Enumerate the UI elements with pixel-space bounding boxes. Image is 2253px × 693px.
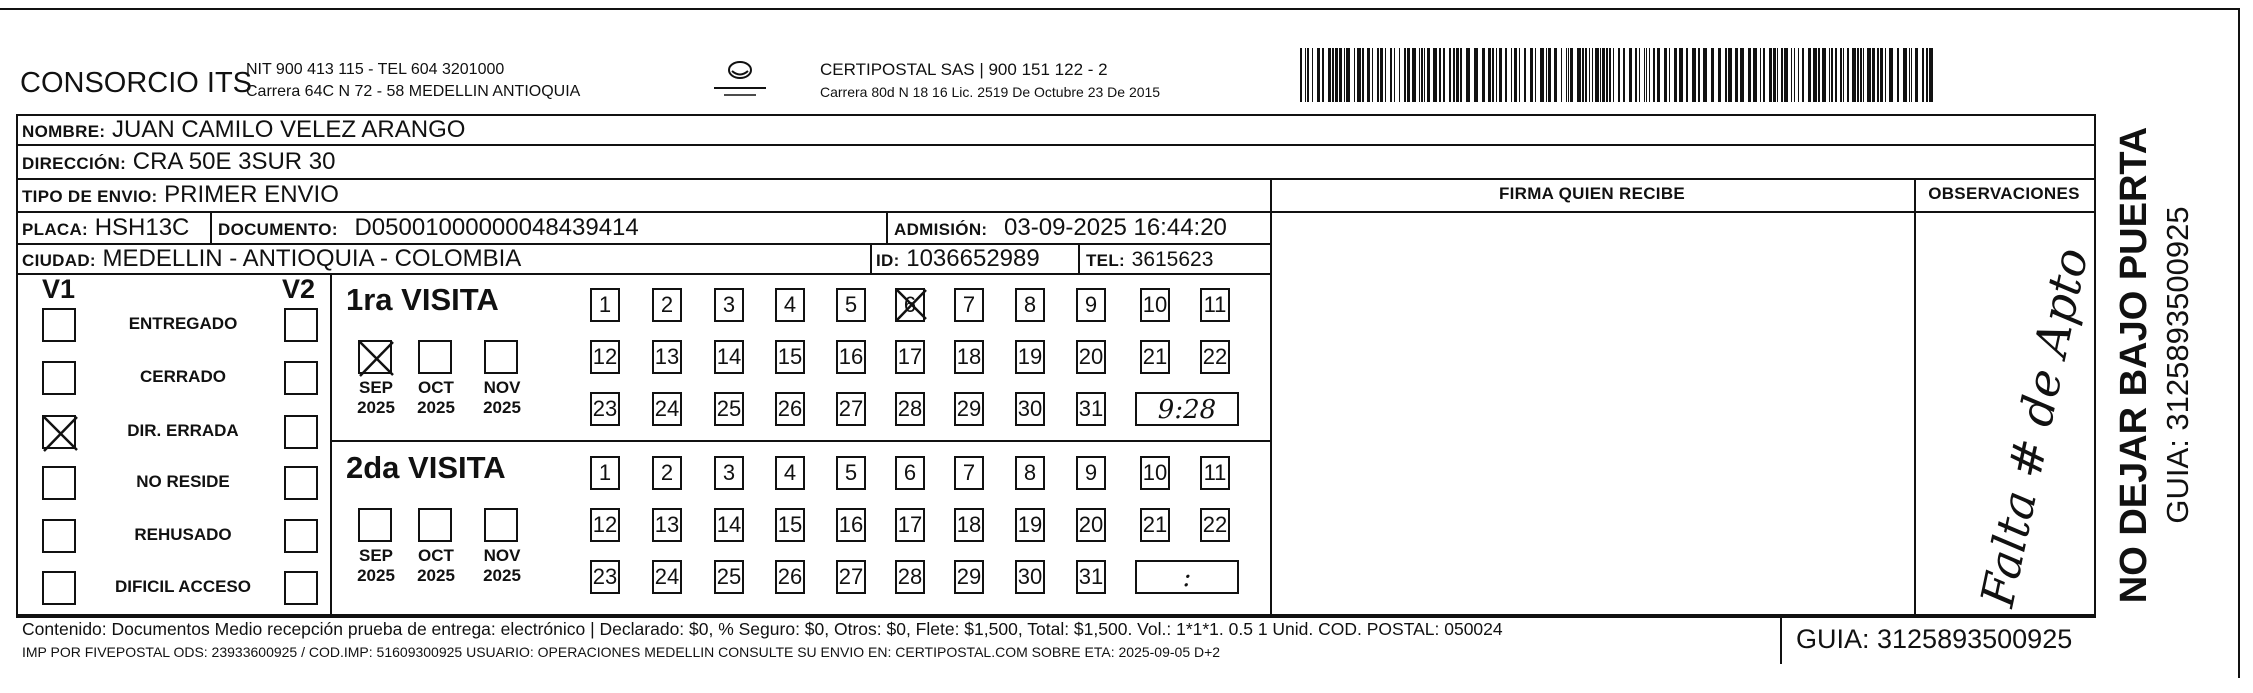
day-box[interactable]: 2 [652,288,682,322]
status-label: DIR. ERRADA [127,421,239,440]
time-box[interactable] [1135,560,1239,594]
day-box[interactable]: 23 [590,392,620,426]
day-box[interactable]: 18 [954,340,984,374]
sep-status [330,273,332,614]
day-box[interactable]: 17 [895,508,925,542]
send-type: PRIMER ENVIO [164,181,339,208]
admission-value: 03-09-2025 16:44:20 [1004,214,1227,241]
day-box[interactable]: 29 [954,392,984,426]
recipient-address: CRA 50E 3SUR 30 [132,148,336,175]
id-row [876,245,1040,273]
day-box[interactable]: 10 [1140,288,1170,322]
status-label: REHUSADO [134,525,232,544]
city-label: CIUDAD: [22,251,96,270]
day-box[interactable]: 28 [895,392,925,426]
side-notice [2098,120,2238,614]
svg-text:NO DEJAR BAJO PUERTA [2113,127,2155,603]
svg-text:GUIA: 3125893500925 [2160,206,2195,523]
day-box[interactable]: 4 [775,288,805,322]
visit1-title: 1ra VISITA [346,282,499,317]
visit-time: : [1182,563,1192,593]
day-box[interactable]: 13 [652,340,682,374]
v2-checkbox[interactable] [284,519,318,553]
day-box[interactable]: 30 [1015,560,1045,594]
document-row [218,214,639,242]
month-year: 2025 [483,398,521,417]
sep-tel [1078,243,1080,273]
month-label: OCT [418,546,454,565]
day-box[interactable]: 22 [1200,508,1230,542]
day-box[interactable]: 12 [590,508,620,542]
day-box[interactable]: 31 [1076,560,1106,594]
day-box[interactable]: 28 [895,560,925,594]
month-label: OCT [418,378,454,397]
month-checkbox[interactable] [418,340,452,374]
footer-guide-sep [1780,614,1782,664]
month-label: NOV [483,546,521,565]
tel-label: TEL: [1086,251,1125,270]
company-address: Carrera 64C N 72 - 58 MEDELLIN ANTIOQUIA [246,83,581,100]
v1-checkbox[interactable] [42,466,76,500]
frame-right [2094,114,2096,617]
day-number: 6 [903,292,917,317]
day-box[interactable]: 7 [954,288,984,322]
side-guide-text: GUIA: 3125893500925 [2160,206,2195,524]
time-box[interactable] [1135,392,1239,426]
day-box[interactable]: 21 [1140,508,1170,542]
day-box[interactable]: 23 [590,560,620,594]
footer-contents: Contenido: Documentos Medio recepción prueba de entrega: electrónico | Declarado: $0, % Seguro: $0, Otros: $0, Flete: $1,500, Total: $1,500. Vol.: 1*1*1. 0.5 1 Unid. COD. POSTAL: 050024 [22,619,1503,639]
name-row [22,116,465,144]
day-box[interactable]: 5 [836,288,866,322]
barcode [1300,48,1940,102]
line-sig-head [1270,211,2094,213]
day-box[interactable]: 24 [652,392,682,426]
signature-header: FIRMA QUIEN RECIBE [1498,184,1686,203]
day-box[interactable]: 19 [1015,340,1045,374]
v1-checkbox[interactable] [42,519,76,553]
tel-row [1086,245,1213,273]
line-row2 [16,178,2094,180]
tel-value: 3615623 [1131,248,1214,271]
sep-id [870,243,872,273]
status-label: ENTREGADO [128,314,238,333]
courier-name: CERTIPOSTAL SAS | 900 151 122 - 2 [820,60,1108,79]
sep-plate [210,211,212,243]
v2-checkbox[interactable] [284,466,318,500]
plate-value: HSH13C [94,214,190,241]
day-box[interactable]: 27 [836,392,866,426]
month-year: 2025 [357,566,395,585]
day-box[interactable]: 30 [1015,392,1045,426]
v1-checkbox[interactable] [42,415,76,449]
month-checkbox[interactable] [358,340,392,374]
day-box[interactable]: 1 [590,288,620,322]
top-border [0,8,2240,10]
name-label: NOMBRE: [22,122,106,141]
day-box[interactable]: 24 [652,560,682,594]
status-label: DIFICIL ACCESO [114,577,251,596]
day-box[interactable]: 9 [1076,288,1106,322]
address-row [22,148,336,176]
day-box[interactable]: 25 [714,392,744,426]
day-box[interactable]: 22 [1200,340,1230,374]
certipostal-logo [708,58,772,102]
day-box[interactable]: 9 [1076,456,1106,490]
month-year: 2025 [357,398,395,417]
day-box[interactable]: 5 [836,456,866,490]
company-nit: NIT 900 413 115 - TEL 604 3201000 [246,61,505,78]
v2-checkbox[interactable] [284,571,318,605]
courier-address: Carrera 80d N 18 16 Lic. 2519 De Octubre 23 De 2015 [820,84,1161,100]
day-box[interactable]: 29 [954,560,984,594]
document-value: D05001000000048439414 [354,214,639,241]
month-label: SEP [358,378,394,397]
address-label: DIRECCIÓN: [22,154,127,173]
observations-header: OBSERVACIONES [1928,184,2080,203]
month-checkbox[interactable] [358,508,392,542]
footer-guide: GUIA: 3125893500925 [1796,624,2073,654]
visit2-title: 2da VISITA [346,450,506,485]
day-box[interactable]: 16 [836,508,866,542]
month-year: 2025 [417,398,455,417]
day-box[interactable]: 3 [714,288,744,322]
plate-row [22,214,189,242]
line-row1 [16,144,2094,146]
sep-observ [1914,178,1916,614]
no-dejar-text: NO DEJAR BAJO PUERTA [2113,126,2155,604]
day-box[interactable] [895,288,925,322]
x-mark-icon [41,414,79,452]
day-box[interactable]: 26 [775,560,805,594]
day-box[interactable]: 20 [1076,508,1106,542]
city-value: MEDELLIN - ANTIOQUIA - COLOMBIA [102,245,522,272]
day-box[interactable]: 14 [714,340,744,374]
day-box[interactable]: 1 [590,456,620,490]
day-box[interactable]: 13 [652,508,682,542]
day-box[interactable]: 16 [836,340,866,374]
v2-label: V2 [282,274,316,304]
day-box[interactable]: 27 [836,560,866,594]
day-box[interactable]: 3 [714,456,744,490]
x-mark-icon [357,339,395,377]
v1-checkbox[interactable] [42,308,76,342]
day-box[interactable]: 8 [1015,456,1045,490]
status-label: NO RESIDE [136,472,230,491]
month-checkbox[interactable] [484,340,518,374]
month-checkbox[interactable] [484,508,518,542]
sep-left-right [1270,178,1272,614]
day-box[interactable]: 31 [1076,392,1106,426]
month-checkbox[interactable] [418,508,452,542]
v2-checkbox[interactable] [284,308,318,342]
id-value: 1036652989 [906,245,1040,272]
line-footer [16,614,2094,616]
day-box[interactable]: 18 [954,508,984,542]
visit-time: 9:28 [1157,395,1217,425]
handwritten-note: Falta # de Apto [1969,243,2092,612]
sep-admission [886,211,888,243]
day-box[interactable]: 7 [954,456,984,490]
status-label: CERRADO [140,367,226,386]
v2-checkbox[interactable] [284,415,318,449]
company-name: CONSORCIO ITS [20,67,253,99]
recipient-name: JUAN CAMILO VELEZ ARANGO [112,116,466,143]
day-box[interactable]: 20 [1076,340,1106,374]
city-row [22,245,521,273]
admission-row [894,214,1227,242]
svg-text:Falta # de Apto [1970,243,2092,612]
day-box[interactable]: 19 [1015,508,1045,542]
send-type-label: TIPO DE ENVIO: [22,187,158,206]
right-border [2238,8,2240,678]
v1-label: V1 [42,274,76,304]
v1-checkbox[interactable] [42,361,76,395]
day-box[interactable]: 15 [775,508,805,542]
day-box[interactable]: 4 [775,456,805,490]
month-year: 2025 [483,566,521,585]
month-year: 2025 [417,566,455,585]
handwritten-observation [1920,214,2092,612]
plate-label: PLACA: [22,220,89,239]
day-box[interactable]: 11 [1200,456,1230,490]
day-box[interactable]: 10 [1140,456,1170,490]
document-label: DOCUMENTO: [218,220,338,239]
month-label: SEP [358,546,394,565]
day-box[interactable]: 15 [775,340,805,374]
v1-checkbox[interactable] [42,571,76,605]
v2-checkbox[interactable] [284,361,318,395]
line-row5 [16,273,1270,275]
day-box[interactable]: 8 [1015,288,1045,322]
day-box[interactable]: 6 [895,456,925,490]
footer-printed: IMP POR FIVEPOSTAL ODS: 23933600925 / COD.IMP: 51609300925 USUARIO: OPERACIONES MEDELLIN CONSULTE SU ENVIO EN: CERTIPOSTAL.COM SOBRE ETA: 2025-09-05 D+2 [22,644,1221,660]
month-label: NOV [483,378,521,397]
day-box[interactable]: 11 [1200,288,1230,322]
send-type-row [22,181,339,209]
id-label: ID: [876,251,900,270]
day-box[interactable]: 12 [590,340,620,374]
day-box[interactable]: 25 [714,560,744,594]
day-box[interactable]: 26 [775,392,805,426]
day-box[interactable]: 14 [714,508,744,542]
admission-label: ADMISIÓN: [894,220,988,239]
day-box[interactable]: 21 [1140,340,1170,374]
line-visit-split [330,440,1270,442]
day-box[interactable]: 17 [895,340,925,374]
day-box[interactable]: 2 [652,456,682,490]
